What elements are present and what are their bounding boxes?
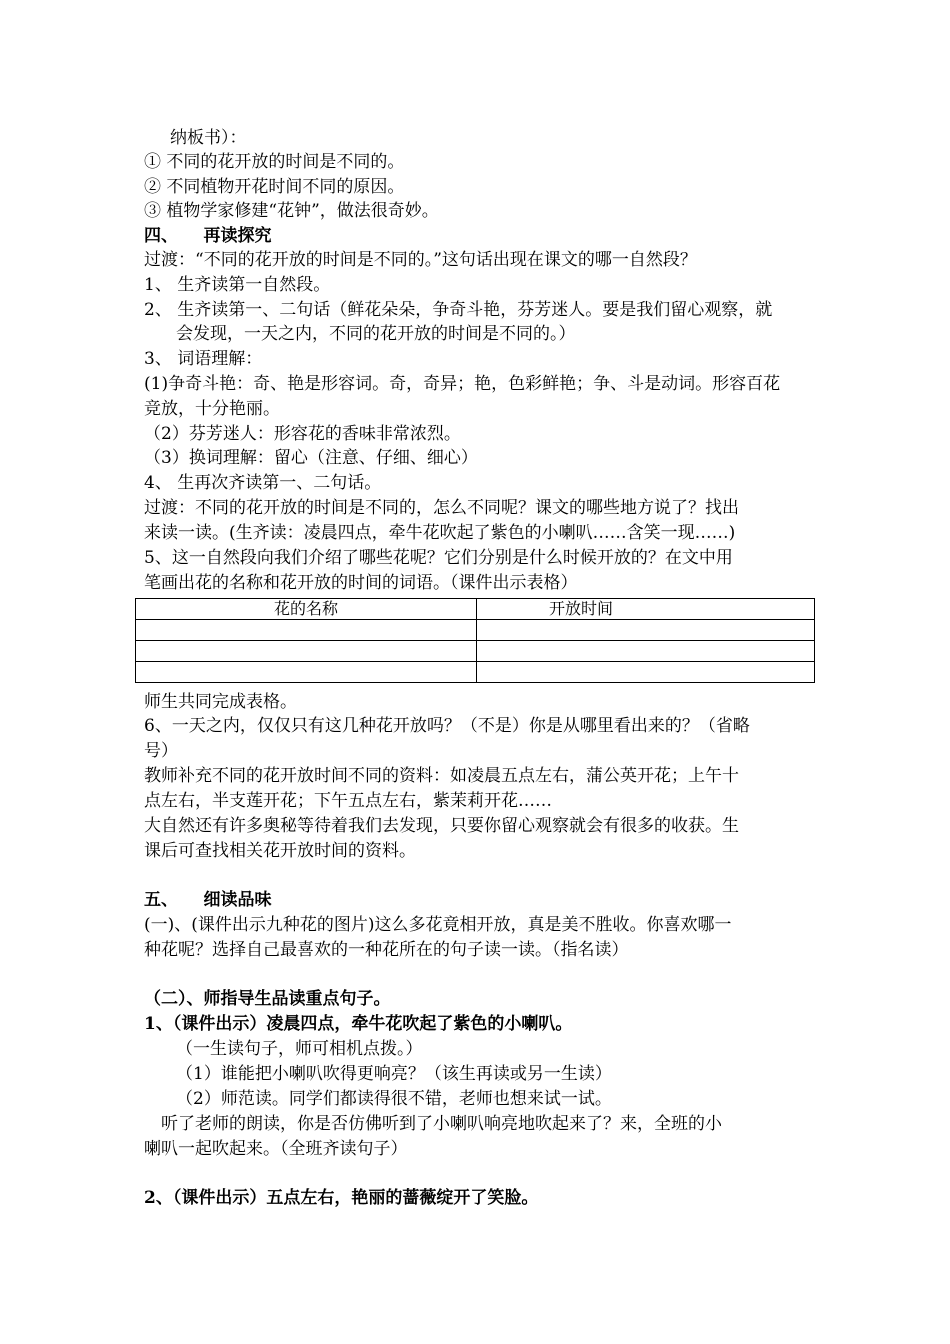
table-cell	[136, 662, 477, 683]
text-line: 师生共同完成表格。	[144, 692, 297, 712]
flower-table	[135, 598, 815, 683]
table-cell	[477, 641, 815, 662]
table-cell	[136, 620, 477, 641]
text-line: 过渡：不同的花开放的时间是不同的，怎么不同呢？课文的哪些地方说了？找出	[144, 498, 739, 518]
table-cell	[477, 620, 815, 641]
text-line: 竞放，十分艳丽。	[144, 399, 280, 419]
text-line: （2）芬芳迷人：形容花的香味非常浓烈。	[144, 424, 461, 444]
text-line: （2）师范读。同学们都读得很不错，老师也想来试一试。	[176, 1089, 612, 1109]
subsection-heading: （二）、师指导生品读重点句子。	[144, 989, 391, 1009]
list-item: 3、 词语理解：	[144, 349, 263, 369]
list-item: 2、 生齐读第一、二句话（鲜花朵朵，争奇斗艳，芬芳迷人。要是我们留心观察，就	[144, 300, 773, 320]
text-line: 过渡：“不同的花开放的时间是不同的。”这句话出现在课文的哪一自然段？	[144, 250, 697, 270]
text-line: 喇叭一起吹起来。（全班齐读句子）	[144, 1139, 408, 1159]
text-line: 号）	[144, 741, 178, 761]
text-line: 种花呢？选择自己最喜欢的一种花所在的句子读一读。（指名读）	[144, 940, 629, 960]
text-line: 听了老师的朗读，你是否仿佛听到了小喇叭响亮地吹起来了？来，全班的小	[144, 1114, 722, 1134]
text-line: 大自然还有许多奥秘等待着我们去发现，只要你留心观察就会有很多的收获。生	[144, 816, 739, 836]
text-line: (1)争奇斗艳：奇、艳是形容词。奇，奇异；艳，色彩鲜艳；争、斗是动词。形容百花	[144, 374, 781, 394]
table-header-row	[136, 599, 815, 620]
text-line: 纳板书）：	[170, 128, 247, 148]
section-heading: 四、 再读探究	[144, 226, 272, 246]
text-line: (一)、(课件出示九种花的图片)这么多花竟相开放，真是美不胜收。你喜欢哪一	[144, 915, 732, 935]
text-line: 教师补充不同的花开放时间不同的资料：如凌晨五点左右，蒲公英开花；上午十	[144, 766, 739, 786]
key-sentence: 1、（课件出示）凌晨四点，牵牛花吹起了紫色的小喇叭。	[144, 1014, 573, 1034]
key-sentence: 2、（课件出示）五点左右，艳丽的蔷薇绽开了笑脸。	[144, 1188, 539, 1208]
list-item: ③ 植物学家修建“花钟”，做法很奇妙。	[144, 201, 439, 221]
list-item: 6、一天之内，仅仅只有这几种花开放吗？（不是）你是从哪里看出来的？（省略	[144, 716, 750, 736]
table-row	[136, 620, 815, 641]
text-line: （1）谁能把小喇叭吹得更响亮？（该生再读或另一生读）	[176, 1064, 612, 1084]
text-line: 会发现，一天之内，不同的花开放的时间是不同的。）	[176, 324, 576, 344]
table-row	[136, 662, 815, 683]
table-header-cell: 开放时间	[477, 599, 815, 620]
text-line: （一生读句子，师可相机点拨。）	[176, 1039, 423, 1059]
list-item: ② 不同植物开花时间不同的原因。	[144, 177, 405, 197]
text-line: 点左右，半支莲开花；下午五点左右，紫茉莉开花……	[144, 791, 552, 811]
text-line: 5、这一自然段向我们介绍了哪些花呢？它们分别是什么时候开放的？在文中用	[144, 548, 733, 568]
table-cell	[477, 662, 815, 683]
text-line: 课后可查找相关花开放时间的资料。	[144, 841, 416, 861]
text-line: 笔画出花的名称和花开放的时间的词语。（课件出示表格）	[144, 573, 578, 593]
text-line: 来读一读。(生齐读：凌晨四点，牵牛花吹起了紫色的小喇叭……含笑一现……)	[144, 523, 736, 543]
list-item: 4、 生再次齐读第一、二句话。	[144, 473, 382, 493]
section-heading: 五、 细读品味	[144, 890, 272, 910]
table-row	[136, 641, 815, 662]
list-item: 1、 生齐读第一自然段。	[144, 275, 331, 295]
table-header-cell: 花的名称	[136, 599, 477, 620]
list-item: ① 不同的花开放的时间是不同的。	[144, 152, 405, 172]
text-line: （3）换词理解：留心（注意、仔细、细心）	[144, 448, 478, 468]
table-cell	[136, 641, 477, 662]
